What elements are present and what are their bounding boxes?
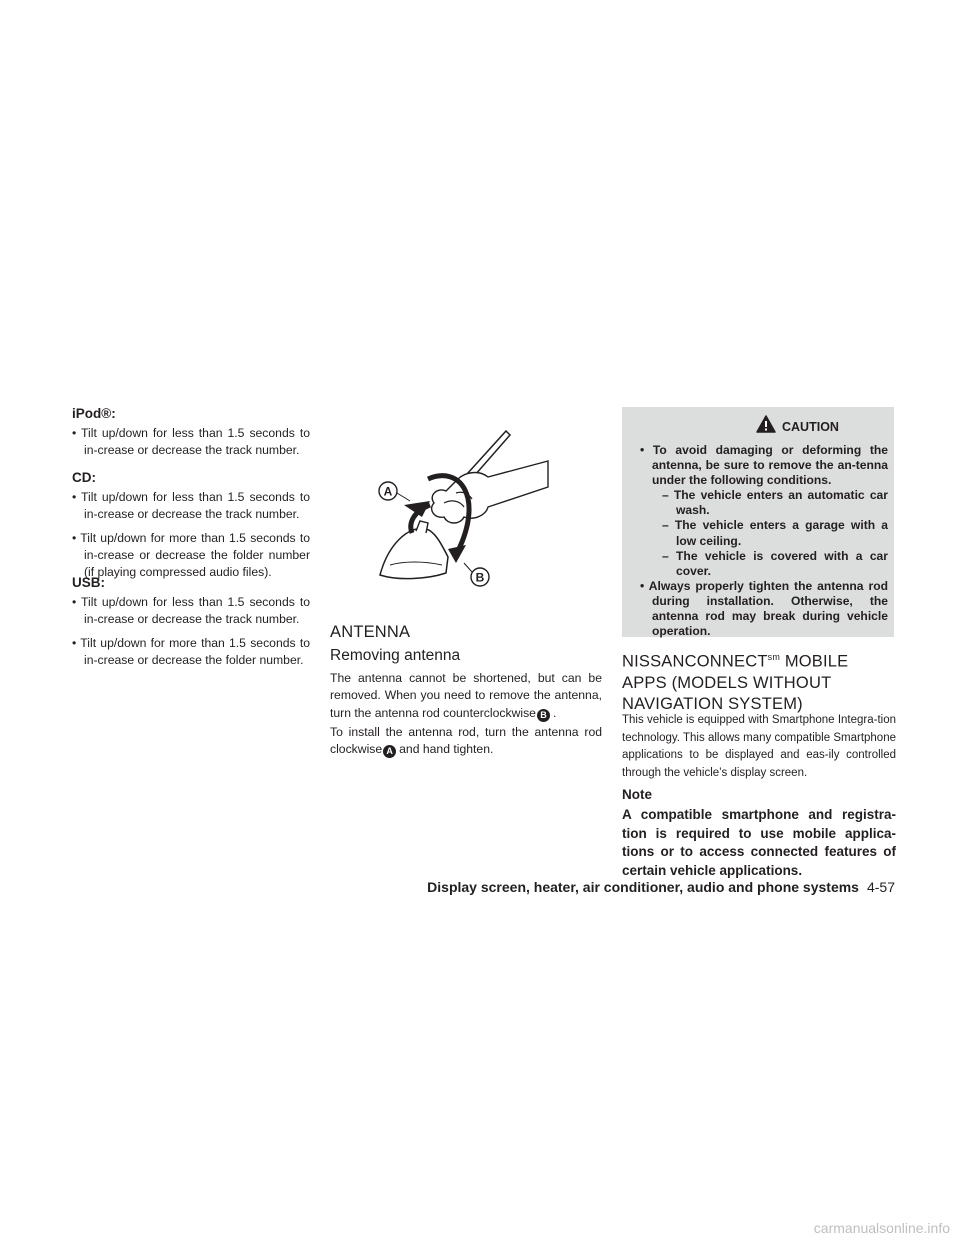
marker-b-icon: B	[537, 709, 550, 722]
antenna-p1-end: .	[552, 705, 557, 720]
list-item: • Tilt up/down for more than 1.5 seconds to in-crease or decrease the folder number.	[72, 635, 310, 670]
label-a: A	[383, 484, 393, 499]
list-item: • Tilt up/down for less than 1.5 seconds to in-crease or decrease the track number.	[72, 425, 310, 460]
marker-a-icon: A	[383, 745, 396, 758]
service-mark: sm	[767, 652, 781, 662]
nissanconnect-heading	[622, 647, 894, 715]
page-footer	[427, 879, 895, 895]
caution-list	[630, 443, 888, 639]
label-b: B	[475, 570, 485, 585]
usb-heading: USB:	[72, 575, 105, 590]
caution-item: • Always properly tighten the antenna rod during installation. Otherwise, the antenna rod may break during vehicle operation.	[630, 579, 888, 639]
antenna-paragraph-1	[330, 670, 602, 722]
antenna-p2-text: To install the antenna rod, turn the antenna rod clockwise	[330, 725, 602, 757]
cd-heading: CD:	[72, 470, 96, 485]
nissanconnect-body: This vehicle is equipped with Smartphone Integra-tion technology. This allows many compatible Smartphone applications to be displayed and eas-ily controlled through the vehicle’s display screen.	[622, 714, 896, 779]
hand-icon	[432, 461, 548, 523]
caution-sub-list	[652, 488, 888, 579]
note-text: A compatible smartphone and registra-tion is required to use mobile applica-tions or to access connected features of certain vehicle applications.	[622, 807, 896, 878]
caution-item-text: To avoid damaging or deforming the antenna, be sure to remove the an-tenna under the following conditions.	[652, 443, 888, 488]
list-item: • Tilt up/down for less than 1.5 seconds to in-crease or decrease the track number.	[72, 489, 310, 524]
caution-item	[630, 443, 888, 579]
watermark: carmanualsonline.info	[813, 1220, 950, 1236]
page-number: 4-57	[866, 879, 895, 895]
footer-section-title: Display screen, heater, air conditioner, audio and phone systems	[427, 879, 859, 895]
antenna-p2-end: and hand tighten.	[399, 742, 494, 757]
removing-antenna-heading: Removing antenna	[330, 647, 461, 664]
antenna-base	[380, 528, 448, 578]
ipod-heading: iPod®:	[72, 406, 116, 421]
cd-list	[72, 489, 310, 587]
usb-list	[72, 594, 310, 675]
antenna-p1-text: The antenna cannot be shortened, but can be removed. When you need to remove the antenna, turn the antenna rod counterclockwise	[330, 671, 602, 720]
nissanconnect-heading-pre: NISSANCONNECT	[622, 652, 768, 671]
list-item: • Tilt up/down for more than 1.5 seconds to in-crease or decrease the folder number (if playing compressed audio files).	[72, 530, 310, 582]
list-item: • Tilt up/down for less than 1.5 seconds to in-crease or decrease the track number.	[72, 594, 310, 629]
caution-title: CAUTION	[782, 420, 839, 434]
nissanconnect-heading-post: MOBILE APPS (MODELS WITHOUT NAVIGATION SYSTEM)	[622, 652, 849, 713]
caution-sub-item: – The vehicle enters an automatic car wash.	[652, 488, 888, 518]
caution-box	[622, 407, 894, 637]
warning-triangle-icon	[756, 415, 776, 433]
antenna-paragraph-2	[330, 724, 602, 759]
caution-sub-item: – The vehicle enters a garage with a low ceiling.	[652, 518, 888, 548]
antenna-illustration	[368, 425, 558, 593]
antenna-heading: ANTENNA	[330, 623, 411, 641]
ipod-list	[72, 425, 310, 466]
note-title: Note	[622, 787, 652, 802]
caution-sub-item: – The vehicle is covered with a car cover.	[652, 549, 888, 579]
